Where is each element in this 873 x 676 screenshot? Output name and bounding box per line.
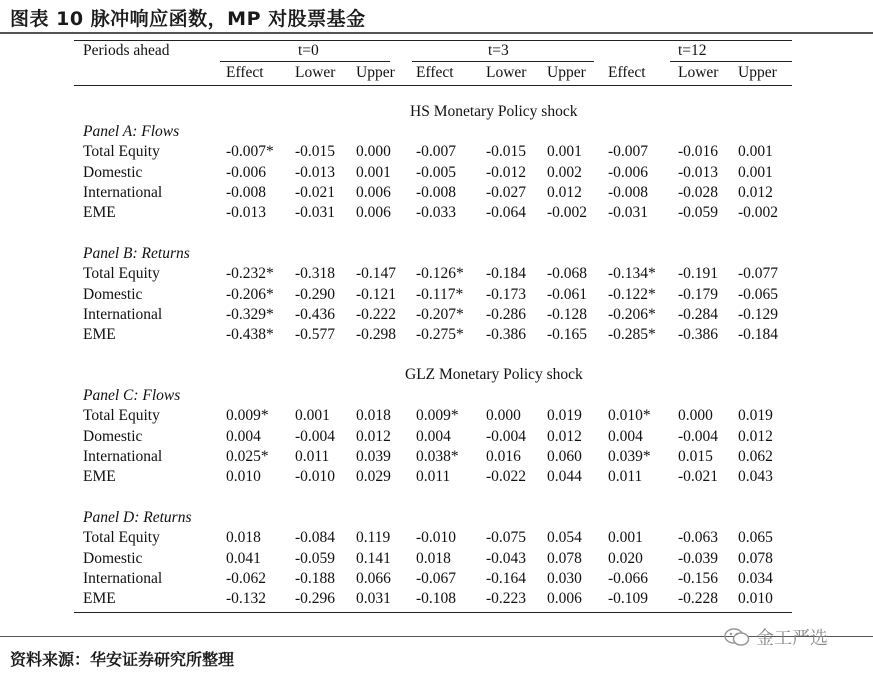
table-cell: -0.179 bbox=[678, 285, 719, 303]
table-cell: -0.184 bbox=[738, 326, 779, 344]
title-rule bbox=[0, 32, 873, 34]
table-cell: -0.191 bbox=[678, 265, 719, 283]
table-cell: -0.066 bbox=[608, 569, 649, 587]
table-cell: -0.109 bbox=[608, 590, 649, 608]
table-cell: -0.290 bbox=[295, 285, 336, 303]
table-cell: 0.044 bbox=[547, 468, 582, 486]
table-cell: -0.013 bbox=[226, 204, 267, 222]
periods-ahead-label: Periods ahead bbox=[83, 42, 170, 59]
table-cell: -0.188 bbox=[295, 569, 336, 587]
table-cell: 0.038* bbox=[416, 447, 459, 465]
table-cell: 0.011 bbox=[295, 447, 330, 465]
table-cell: -0.132 bbox=[226, 590, 267, 608]
table-cell: -0.207* bbox=[416, 305, 464, 323]
table-cell: 0.078 bbox=[738, 549, 773, 567]
subheader-cell: Effect bbox=[416, 64, 454, 81]
row-label: International bbox=[83, 569, 163, 587]
table-cell: -0.012 bbox=[486, 163, 527, 181]
table-cell: -0.015 bbox=[295, 143, 336, 161]
row-label: Domestic bbox=[83, 163, 143, 181]
group-rule-t0 bbox=[220, 61, 390, 62]
table-cell: 0.041 bbox=[226, 549, 261, 567]
table-cell: -0.008 bbox=[226, 183, 267, 201]
row-label: Total Equity bbox=[83, 143, 160, 161]
table-cell: 0.020 bbox=[608, 549, 643, 567]
row-label: Total Equity bbox=[83, 529, 160, 547]
table-cell: -0.004 bbox=[486, 427, 527, 445]
table-cell: -0.386 bbox=[678, 326, 719, 344]
table-cell: 0.054 bbox=[547, 529, 582, 547]
table-cell: 0.043 bbox=[738, 468, 773, 486]
table-cell: -0.275* bbox=[416, 326, 464, 344]
table-cell: -0.228 bbox=[678, 590, 719, 608]
table-cell: -0.068 bbox=[547, 265, 588, 283]
table-cell: -0.010 bbox=[295, 468, 336, 486]
table-cell: -0.031 bbox=[608, 204, 649, 222]
table-cell: -0.318 bbox=[295, 265, 336, 283]
watermark bbox=[724, 624, 828, 650]
table-cell: -0.015 bbox=[486, 143, 527, 161]
table-cell: -0.206* bbox=[608, 305, 656, 323]
table-cell: -0.004 bbox=[295, 427, 336, 445]
row-label: Domestic bbox=[83, 427, 143, 445]
table-cell: 0.039 bbox=[356, 447, 391, 465]
table-cell: 0.000 bbox=[678, 407, 713, 425]
table-cell: 0.018 bbox=[356, 407, 391, 425]
table-cell: -0.329* bbox=[226, 305, 274, 323]
table-cell: 0.019 bbox=[738, 407, 773, 425]
table-cell: -0.147 bbox=[356, 265, 397, 283]
table-cell: -0.027 bbox=[486, 183, 527, 201]
table-cell: 0.012 bbox=[738, 183, 773, 201]
table-cell: 0.004 bbox=[608, 427, 643, 445]
table-cell: -0.165 bbox=[547, 326, 588, 344]
table-cell: -0.021 bbox=[678, 468, 719, 486]
table-cell: 0.001 bbox=[608, 529, 643, 547]
table-cell: -0.129 bbox=[738, 305, 779, 323]
table-cell: -0.285* bbox=[608, 326, 656, 344]
table-cell: 0.004 bbox=[416, 427, 451, 445]
table-cell: 0.030 bbox=[547, 569, 582, 587]
table-cell: -0.286 bbox=[486, 305, 527, 323]
table-cell: -0.206* bbox=[226, 285, 274, 303]
table-bottom-rule bbox=[74, 612, 792, 613]
table-cell: 0.001 bbox=[295, 407, 330, 425]
subheader-cell: Effect bbox=[608, 64, 646, 81]
subheader-cell: Lower bbox=[295, 64, 336, 81]
table-cell: -0.438* bbox=[226, 326, 274, 344]
table-cell: -0.284 bbox=[678, 305, 719, 323]
table-cell: -0.222 bbox=[356, 305, 397, 323]
table-cell: -0.117* bbox=[416, 285, 464, 303]
table-cell: 0.065 bbox=[738, 529, 773, 547]
table-cell: -0.043 bbox=[486, 549, 527, 567]
table-cell: -0.002 bbox=[547, 204, 588, 222]
table-cell: 0.029 bbox=[356, 468, 391, 486]
table-cell: -0.013 bbox=[678, 163, 719, 181]
watermark-text: 金工严选 bbox=[756, 628, 828, 649]
table-cell: 0.119 bbox=[356, 529, 391, 547]
table-cell: -0.008 bbox=[608, 183, 649, 201]
table-cell: -0.006 bbox=[226, 163, 267, 181]
panel-title: Panel D: Returns bbox=[83, 509, 192, 526]
table-cell: -0.075 bbox=[486, 529, 527, 547]
figure-title: 图表 10 脉冲响应函数，MP 对股票基金 bbox=[10, 8, 366, 30]
table-cell: -0.061 bbox=[547, 285, 588, 303]
table-cell: 0.011 bbox=[416, 468, 451, 486]
table-cell: 0.016 bbox=[486, 447, 521, 465]
header-rule bbox=[74, 85, 792, 86]
table-cell: 0.019 bbox=[547, 407, 582, 425]
table-top-rule bbox=[74, 40, 792, 41]
row-label: Domestic bbox=[83, 549, 143, 567]
table-cell: 0.006 bbox=[356, 183, 391, 201]
table-cell: 0.012 bbox=[547, 427, 582, 445]
table-cell: -0.005 bbox=[416, 163, 457, 181]
table-cell: -0.084 bbox=[295, 529, 336, 547]
table-cell: -0.007 bbox=[416, 143, 457, 161]
table-cell: -0.002 bbox=[738, 204, 779, 222]
table-cell: -0.156 bbox=[678, 569, 719, 587]
group-header-t0: t=0 bbox=[298, 42, 319, 59]
table-cell: 0.012 bbox=[547, 183, 582, 201]
table-cell: -0.108 bbox=[416, 590, 457, 608]
table-cell: -0.033 bbox=[416, 204, 457, 222]
subheader-cell: Lower bbox=[486, 64, 527, 81]
row-label: EME bbox=[83, 204, 116, 222]
table-cell: -0.077 bbox=[738, 265, 779, 283]
table-cell: -0.064 bbox=[486, 204, 527, 222]
table-cell: -0.122* bbox=[608, 285, 656, 303]
table-cell: -0.006 bbox=[608, 163, 649, 181]
source-note: 资料来源：华安证券研究所整理 bbox=[10, 650, 235, 669]
table-cell: 0.011 bbox=[608, 468, 643, 486]
table-cell: 0.004 bbox=[226, 427, 261, 445]
table-cell: 0.001 bbox=[738, 143, 773, 161]
table-cell: -0.039 bbox=[678, 549, 719, 567]
table-cell: -0.126* bbox=[416, 265, 464, 283]
table-cell: -0.134* bbox=[608, 265, 656, 283]
row-label: Domestic bbox=[83, 285, 143, 303]
panel-title: Panel B: Returns bbox=[83, 245, 190, 262]
shock-heading-glz: GLZ Monetary Policy shock bbox=[405, 366, 583, 383]
subheader-cell: Upper bbox=[356, 64, 395, 81]
table-cell: 0.078 bbox=[547, 549, 582, 567]
table-cell: -0.016 bbox=[678, 143, 719, 161]
table-cell: -0.065 bbox=[738, 285, 779, 303]
table-cell: -0.059 bbox=[295, 549, 336, 567]
group-rule-t3 bbox=[412, 61, 594, 62]
table-cell: -0.386 bbox=[486, 326, 527, 344]
table-cell: -0.031 bbox=[295, 204, 336, 222]
table-cell: 0.034 bbox=[738, 569, 773, 587]
table-cell: -0.062 bbox=[226, 569, 267, 587]
table-cell: -0.223 bbox=[486, 590, 527, 608]
table-cell: -0.013 bbox=[295, 163, 336, 181]
table-cell: 0.025* bbox=[226, 447, 269, 465]
row-label: Total Equity bbox=[83, 407, 160, 425]
table-cell: -0.067 bbox=[416, 569, 457, 587]
subheader-cell: Lower bbox=[678, 64, 719, 81]
table-cell: -0.232* bbox=[226, 265, 274, 283]
table-cell: 0.066 bbox=[356, 569, 391, 587]
table-cell: -0.121 bbox=[356, 285, 397, 303]
subheader-cell: Upper bbox=[738, 64, 777, 81]
table-cell: -0.021 bbox=[295, 183, 336, 201]
table-cell: -0.296 bbox=[295, 590, 336, 608]
table-cell: 0.000 bbox=[486, 407, 521, 425]
table-cell: -0.028 bbox=[678, 183, 719, 201]
table-cell: 0.006 bbox=[547, 590, 582, 608]
table-cell: -0.298 bbox=[356, 326, 397, 344]
row-label: EME bbox=[83, 590, 116, 608]
table-cell: 0.012 bbox=[738, 427, 773, 445]
table-cell: 0.010 bbox=[226, 468, 261, 486]
table-cell: -0.010 bbox=[416, 529, 457, 547]
table-cell: 0.060 bbox=[547, 447, 582, 465]
row-label: International bbox=[83, 183, 163, 201]
table-cell: -0.164 bbox=[486, 569, 527, 587]
table-cell: 0.018 bbox=[416, 549, 451, 567]
table-cell: 0.009* bbox=[416, 407, 459, 425]
table-cell: -0.577 bbox=[295, 326, 336, 344]
table-cell: -0.436 bbox=[295, 305, 336, 323]
table-cell: 0.010* bbox=[608, 407, 651, 425]
table-cell: 0.010 bbox=[738, 590, 773, 608]
table-cell: 0.002 bbox=[547, 163, 582, 181]
shock-heading-hs: HS Monetary Policy shock bbox=[410, 103, 578, 120]
table-cell: 0.001 bbox=[738, 163, 773, 181]
table-cell: -0.184 bbox=[486, 265, 527, 283]
row-label: International bbox=[83, 447, 163, 465]
table-cell: -0.059 bbox=[678, 204, 719, 222]
table-cell: 0.039* bbox=[608, 447, 651, 465]
group-header-t3: t=3 bbox=[488, 42, 509, 59]
table-cell: 0.006 bbox=[356, 204, 391, 222]
table-cell: 0.141 bbox=[356, 549, 391, 567]
row-label: EME bbox=[83, 326, 116, 344]
table-cell: -0.007* bbox=[226, 143, 274, 161]
group-header-t12: t=12 bbox=[678, 42, 707, 59]
table-cell: 0.001 bbox=[356, 163, 391, 181]
table-cell: -0.008 bbox=[416, 183, 457, 201]
wechat-icon bbox=[724, 627, 750, 647]
row-label: EME bbox=[83, 468, 116, 486]
subheader-cell: Effect bbox=[226, 64, 264, 81]
table-cell: 0.000 bbox=[356, 143, 391, 161]
table-cell: -0.007 bbox=[608, 143, 649, 161]
table-cell: 0.018 bbox=[226, 529, 261, 547]
row-label: International bbox=[83, 305, 163, 323]
table-cell: 0.012 bbox=[356, 427, 391, 445]
table-cell: -0.173 bbox=[486, 285, 527, 303]
subheader-cell: Upper bbox=[547, 64, 586, 81]
panel-title: Panel C: Flows bbox=[83, 387, 181, 404]
panel-title: Panel A: Flows bbox=[83, 123, 180, 140]
table-cell: -0.022 bbox=[486, 468, 527, 486]
irf-table bbox=[74, 40, 792, 620]
row-label: Total Equity bbox=[83, 265, 160, 283]
group-rule-t12 bbox=[670, 61, 792, 62]
table-cell: 0.001 bbox=[547, 143, 582, 161]
table-cell: 0.015 bbox=[678, 447, 713, 465]
table-cell: 0.009* bbox=[226, 407, 269, 425]
table-cell: -0.128 bbox=[547, 305, 588, 323]
table-cell: 0.062 bbox=[738, 447, 773, 465]
table-cell: -0.004 bbox=[678, 427, 719, 445]
table-cell: 0.031 bbox=[356, 590, 391, 608]
table-cell: -0.063 bbox=[678, 529, 719, 547]
